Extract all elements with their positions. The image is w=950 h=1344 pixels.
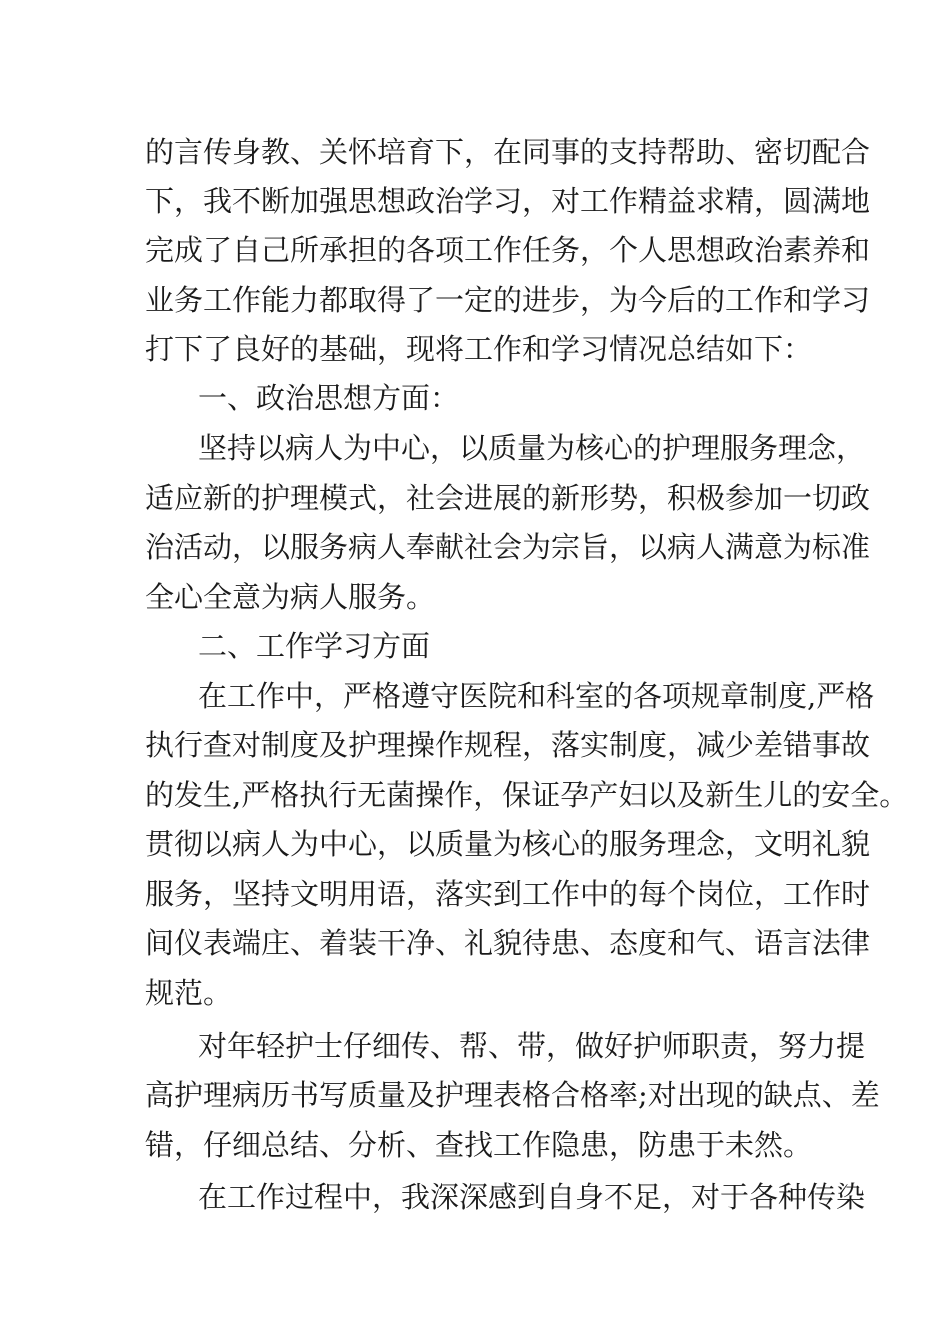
line-text: 执行查对制度及护理操作规程，落实制度，减少差错事故 <box>145 728 871 762</box>
line-text: 服务，坚持文明用语，落实到工作中的每个岗位，工作时 <box>145 877 871 911</box>
line-text: 在工作中，严格遵守医院和科室的各项规章制度,严格 <box>198 679 875 713</box>
line-text: 贯彻以病人为中心，以质量为核心的服务理念，文明礼貌 <box>145 827 871 861</box>
text-line <box>0 720 950 770</box>
text-line <box>0 1172 950 1222</box>
text-line <box>0 1070 950 1120</box>
text-line <box>0 522 950 572</box>
text-line <box>0 324 950 374</box>
line-text: 坚持以病人为中心，以质量为核心的护理服务理念， <box>198 431 866 465</box>
text-line <box>0 819 950 869</box>
line-text: 业务工作能力都取得了一定的进步，为今后的工作和学习 <box>145 283 871 317</box>
text-line <box>0 225 950 275</box>
text-line <box>0 127 950 177</box>
text-line <box>0 275 950 325</box>
text-line <box>0 770 950 820</box>
text-line <box>0 423 950 473</box>
line-text: 规范。 <box>145 976 233 1010</box>
line-text: 全心全意为病人服务。 <box>145 580 436 614</box>
text-line <box>0 176 950 226</box>
heading-text: 一、政治思想方面： <box>198 381 460 415</box>
line-text: 治活动，以服务病人奉献社会为宗旨，以病人满意为标准 <box>145 530 871 564</box>
text-line <box>0 572 950 622</box>
text-line <box>0 968 950 1018</box>
line-text: 的言传身教、关怀培育下，在同事的支持帮助、密切配合 <box>145 135 871 169</box>
line-text: 间仪表端庄、着装干净、礼貌待患、态度和气、语言法律 <box>145 926 871 960</box>
section-heading <box>0 373 950 423</box>
line-text: 对年轻护士仔细传、帮、带，做好护师职责，努力提 <box>198 1029 866 1063</box>
text-line <box>0 1021 950 1071</box>
text-line <box>0 473 950 523</box>
line-text: 完成了自己所承担的各项工作任务，个人思想政治素养和 <box>145 233 871 267</box>
text-line <box>0 671 950 721</box>
line-text: 错，仔细总结、分析、查找工作隐患，防患于未然。 <box>145 1128 813 1162</box>
text-line <box>0 1120 950 1170</box>
line-text: 打下了良好的基础，现将工作和学习情况总结如下： <box>145 332 813 366</box>
text-line <box>0 869 950 919</box>
line-text: 适应新的护理模式，社会进展的新形势，积极参加一切政 <box>145 481 871 515</box>
heading-text: 二、工作学习方面 <box>198 629 431 663</box>
text-line <box>0 918 950 968</box>
section-heading <box>0 621 950 671</box>
line-text: 高护理病历书写质量及护理表格合格率;对出现的缺点、差 <box>145 1078 880 1112</box>
line-text: 下，我不断加强思想政治学习，对工作精益求精，圆满地 <box>145 184 871 218</box>
line-text: 的发生,严格执行无菌操作，保证孕产妇以及新生儿的安全。 <box>145 778 909 812</box>
line-text: 在工作过程中，我深深感到自身不足，对于各种传染 <box>198 1180 866 1214</box>
